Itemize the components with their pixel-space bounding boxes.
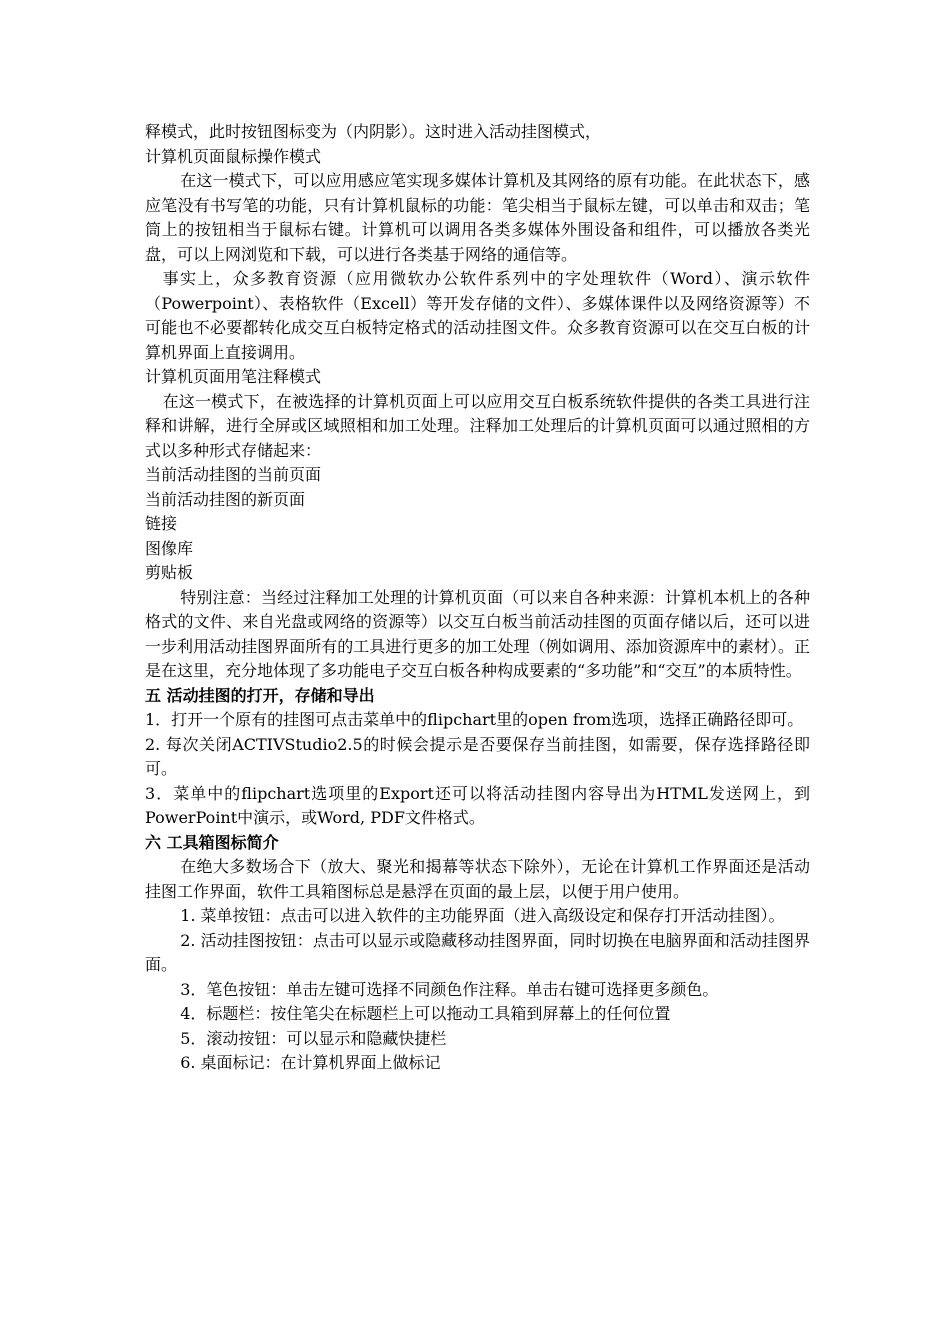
paragraph: 在这一模式下，在被选择的计算机页面上可以应用交互白板系统软件提供的各类工具进行注释和讲解，进行全屏或区域照相和加工处理。注释加工处理后的计算机页面可以通过照相的方式以多种形式存储起来： — [145, 391, 810, 460]
paragraph: 在这一模式下，可以应用感应笔实现多媒体计算机及其网络的原有功能。在此状态下，感应笔没有书写笔的功能，只有计算机鼠标的功能：笔尖相当于鼠标左键，可以单击和双击；笔筒上的按钮相当于鼠标右键。计算机可以调用各类多媒体外围设备和组件，可以播放各类光盘，可以上网浏览和下载，可以进行各类基于网络的通信等。 — [145, 171, 810, 264]
subheading: 计算机页面鼠标操作模式 — [145, 146, 322, 166]
paragraph: 特别注意：当经过注释加工处理的计算机页面（可以来自各种来源：计算机本机上的各种格式的文件、来自光盘或网络的资源等）以交互白板当前活动挂图的页面存储以后，还可以进一步利用活动挂图界面所有的工具进行更多的加工处理（例如调用、添加资源库中的素材）。正是在这里，充分地体现了多功能电子交互白板各种构成要素的“多功能”和“交互”的本质特性。 — [145, 587, 810, 680]
numbered-item: 5．滚动按钮：可以显示和隐藏快捷栏 — [180, 1028, 447, 1048]
list-item: 剪贴板 — [145, 563, 194, 582]
document-page — [145, 120, 810, 1076]
numbered-item: 3．菜单中的flipchart选项里的Export还可以将活动挂图内容导出为HTML发送网上，到PowerPoint中演示，或Word, PDF文件格式。 — [145, 783, 810, 827]
numbered-item: 4．标题栏：按住笔尖在标题栏上可以拖动工具箱到屏幕上的任何位置 — [180, 1004, 671, 1023]
list-item: 链接 — [145, 514, 178, 533]
numbered-item: 2. 每次关闭ACTIVStudio2.5的时候会提示是否要保存当前挂图，如需要，保存选择路径即可。 — [145, 734, 810, 778]
paragraph: 事实上，众多教育资源（应用微软办公软件系列中的字处理软件（Word）、演示软件（Powerpoint）、表格软件（Excell）等开发存储的文件）、多媒体课件以及网络资源等）不可能也不必要都转化成交互白板特定格式的活动挂图文件。众多教育资源可以在交互白板的计算机界面上直接调用。 — [145, 269, 810, 362]
subheading: 计算机页面用笔注释模式 — [145, 367, 322, 386]
numbered-item: 1．打开一个原有的挂图可点击菜单中的flipchart里的open from选项，选择正确路径即可。 — [145, 710, 804, 729]
paragraph: 在绝大多数场合下（放大、聚光和揭幕等状态下除外），无论在计算机工作界面还是活动挂图工作界面，软件工具箱图标总是悬浮在页面的最上层，以便于用户使用。 — [145, 857, 810, 901]
section-heading: 六 工具箱图标简介 — [145, 832, 279, 852]
section-heading: 五 活动挂图的打开，存储和导出 — [145, 685, 375, 705]
numbered-item: 1. 菜单按钮：点击可以进入软件的主功能界面（进入高级设定和保存打开活动挂图）。 — [180, 906, 785, 925]
numbered-item: 3．笔色按钮：单击左键可选择不同颜色作注释。单击右键可选择更多颜色。 — [180, 979, 719, 999]
numbered-item: 2. 活动挂图按钮：点击可以显示或隐藏移动挂图界面，同时切换在电脑界面和活动挂图界面。 — [145, 930, 810, 974]
list-item: 当前活动挂图的当前页面 — [145, 465, 322, 484]
list-item: 图像库 — [145, 538, 194, 558]
paragraph: 释模式，此时按钮图标变为（内阴影）。这时进入活动挂图模式， — [145, 122, 602, 141]
list-item: 当前活动挂图的新页面 — [145, 489, 306, 509]
numbered-item: 6. 桌面标记：在计算机界面上做标记 — [180, 1053, 441, 1072]
